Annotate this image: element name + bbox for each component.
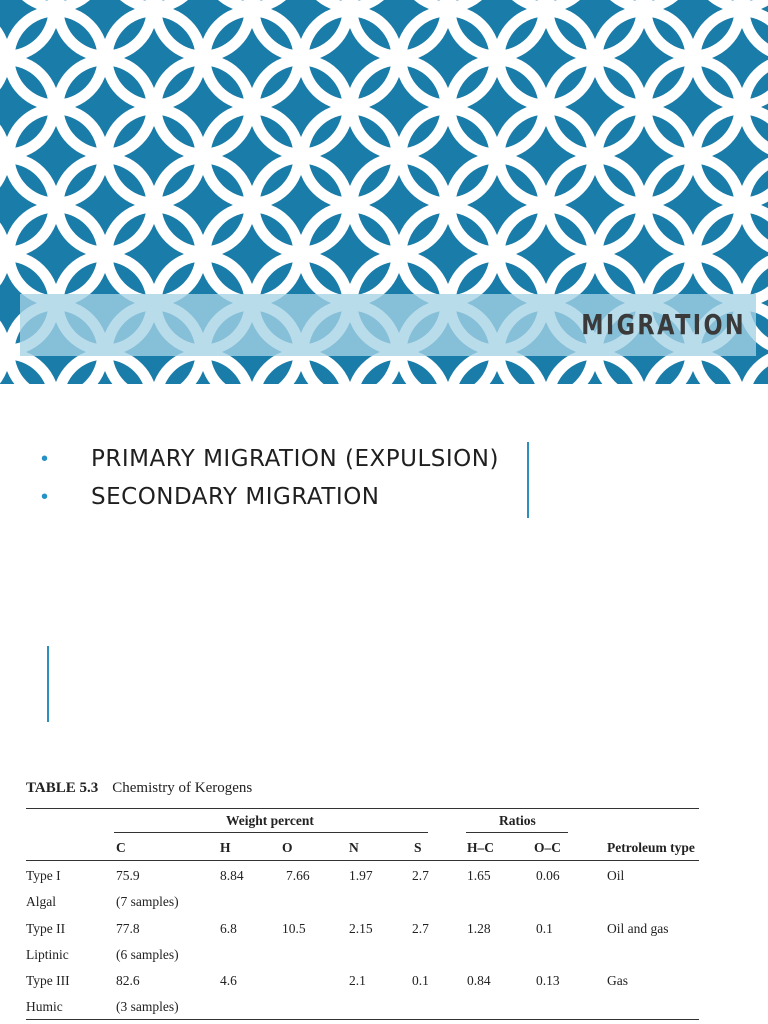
- row-subname: Humic: [26, 999, 63, 1014]
- column-header: H–C: [467, 840, 494, 855]
- table-top-rule: [26, 808, 699, 809]
- table-label: TABLE 5.3: [26, 780, 99, 796]
- cell-n: 1.97: [349, 868, 373, 883]
- cell-oc: 0.13: [536, 973, 560, 988]
- cell-s: 0.1: [412, 973, 429, 988]
- group-weight-percent: Weight percent: [226, 813, 314, 828]
- column-header: Petroleum type: [607, 840, 695, 855]
- row-name: Type III: [26, 973, 70, 988]
- kerogen-table: [26, 780, 706, 1020]
- bullet-text: SECONDARY MIGRATION: [91, 484, 380, 510]
- cell-c: 82.6: [116, 973, 140, 988]
- bullet-icon: •: [41, 485, 49, 508]
- cell-c: 75.9: [116, 868, 140, 883]
- bullet-list: [40, 440, 499, 516]
- column-header: C: [116, 840, 126, 855]
- cell-hc: 1.65: [467, 868, 491, 883]
- cell-o: 7.66: [286, 868, 310, 883]
- divider-line: [527, 442, 529, 518]
- column-header: O–C: [534, 840, 561, 855]
- header-bottom-rule: [26, 860, 699, 861]
- column-header: H: [220, 840, 231, 855]
- cell-type: Oil: [607, 868, 625, 883]
- row-subname: Liptinic: [26, 947, 69, 962]
- bullet-item: [40, 440, 499, 478]
- bullet-icon: •: [41, 447, 49, 470]
- cell-n: 2.1: [349, 973, 366, 988]
- cell-h: 8.84: [220, 868, 244, 883]
- slide-title: MIGRATION: [581, 308, 746, 341]
- table-title: Chemistry of Kerogens: [112, 780, 253, 796]
- column-header: O: [282, 840, 293, 855]
- cell-type: Oil and gas: [607, 921, 669, 936]
- cell-oc: 0.1: [536, 921, 553, 936]
- cell-n: 2.15: [349, 921, 373, 936]
- table-caption: [26, 780, 706, 806]
- cell-c: 77.8: [116, 921, 140, 936]
- cell-s: 2.7: [412, 868, 429, 883]
- group-ratios: Ratios: [499, 813, 536, 828]
- cell-hc: 1.28: [467, 921, 491, 936]
- bullet-text: PRIMARY MIGRATION (EXPULSION): [91, 446, 499, 472]
- column-header: S: [414, 840, 422, 855]
- divider-line: [47, 646, 49, 722]
- cell-hc: 0.84: [467, 973, 491, 988]
- row-samples: (6 samples): [116, 947, 179, 962]
- cell-h: 6.8: [220, 921, 237, 936]
- cell-h: 4.6: [220, 973, 237, 988]
- bullet-item: [40, 478, 499, 516]
- weight-group-rule: [114, 832, 428, 833]
- row-samples: (3 samples): [116, 999, 179, 1014]
- cell-oc: 0.06: [536, 868, 560, 883]
- row-samples: (7 samples): [116, 894, 179, 909]
- row-subname: Algal: [26, 894, 56, 909]
- ratios-group-rule: [466, 832, 568, 833]
- table-bottom-rule: [26, 1019, 699, 1020]
- cell-s: 2.7: [412, 921, 429, 936]
- cell-o: 10.5: [282, 921, 306, 936]
- cell-type: Gas: [607, 973, 628, 988]
- row-name: Type II: [26, 921, 66, 936]
- row-name: Type I: [26, 868, 61, 883]
- column-header: N: [349, 840, 359, 855]
